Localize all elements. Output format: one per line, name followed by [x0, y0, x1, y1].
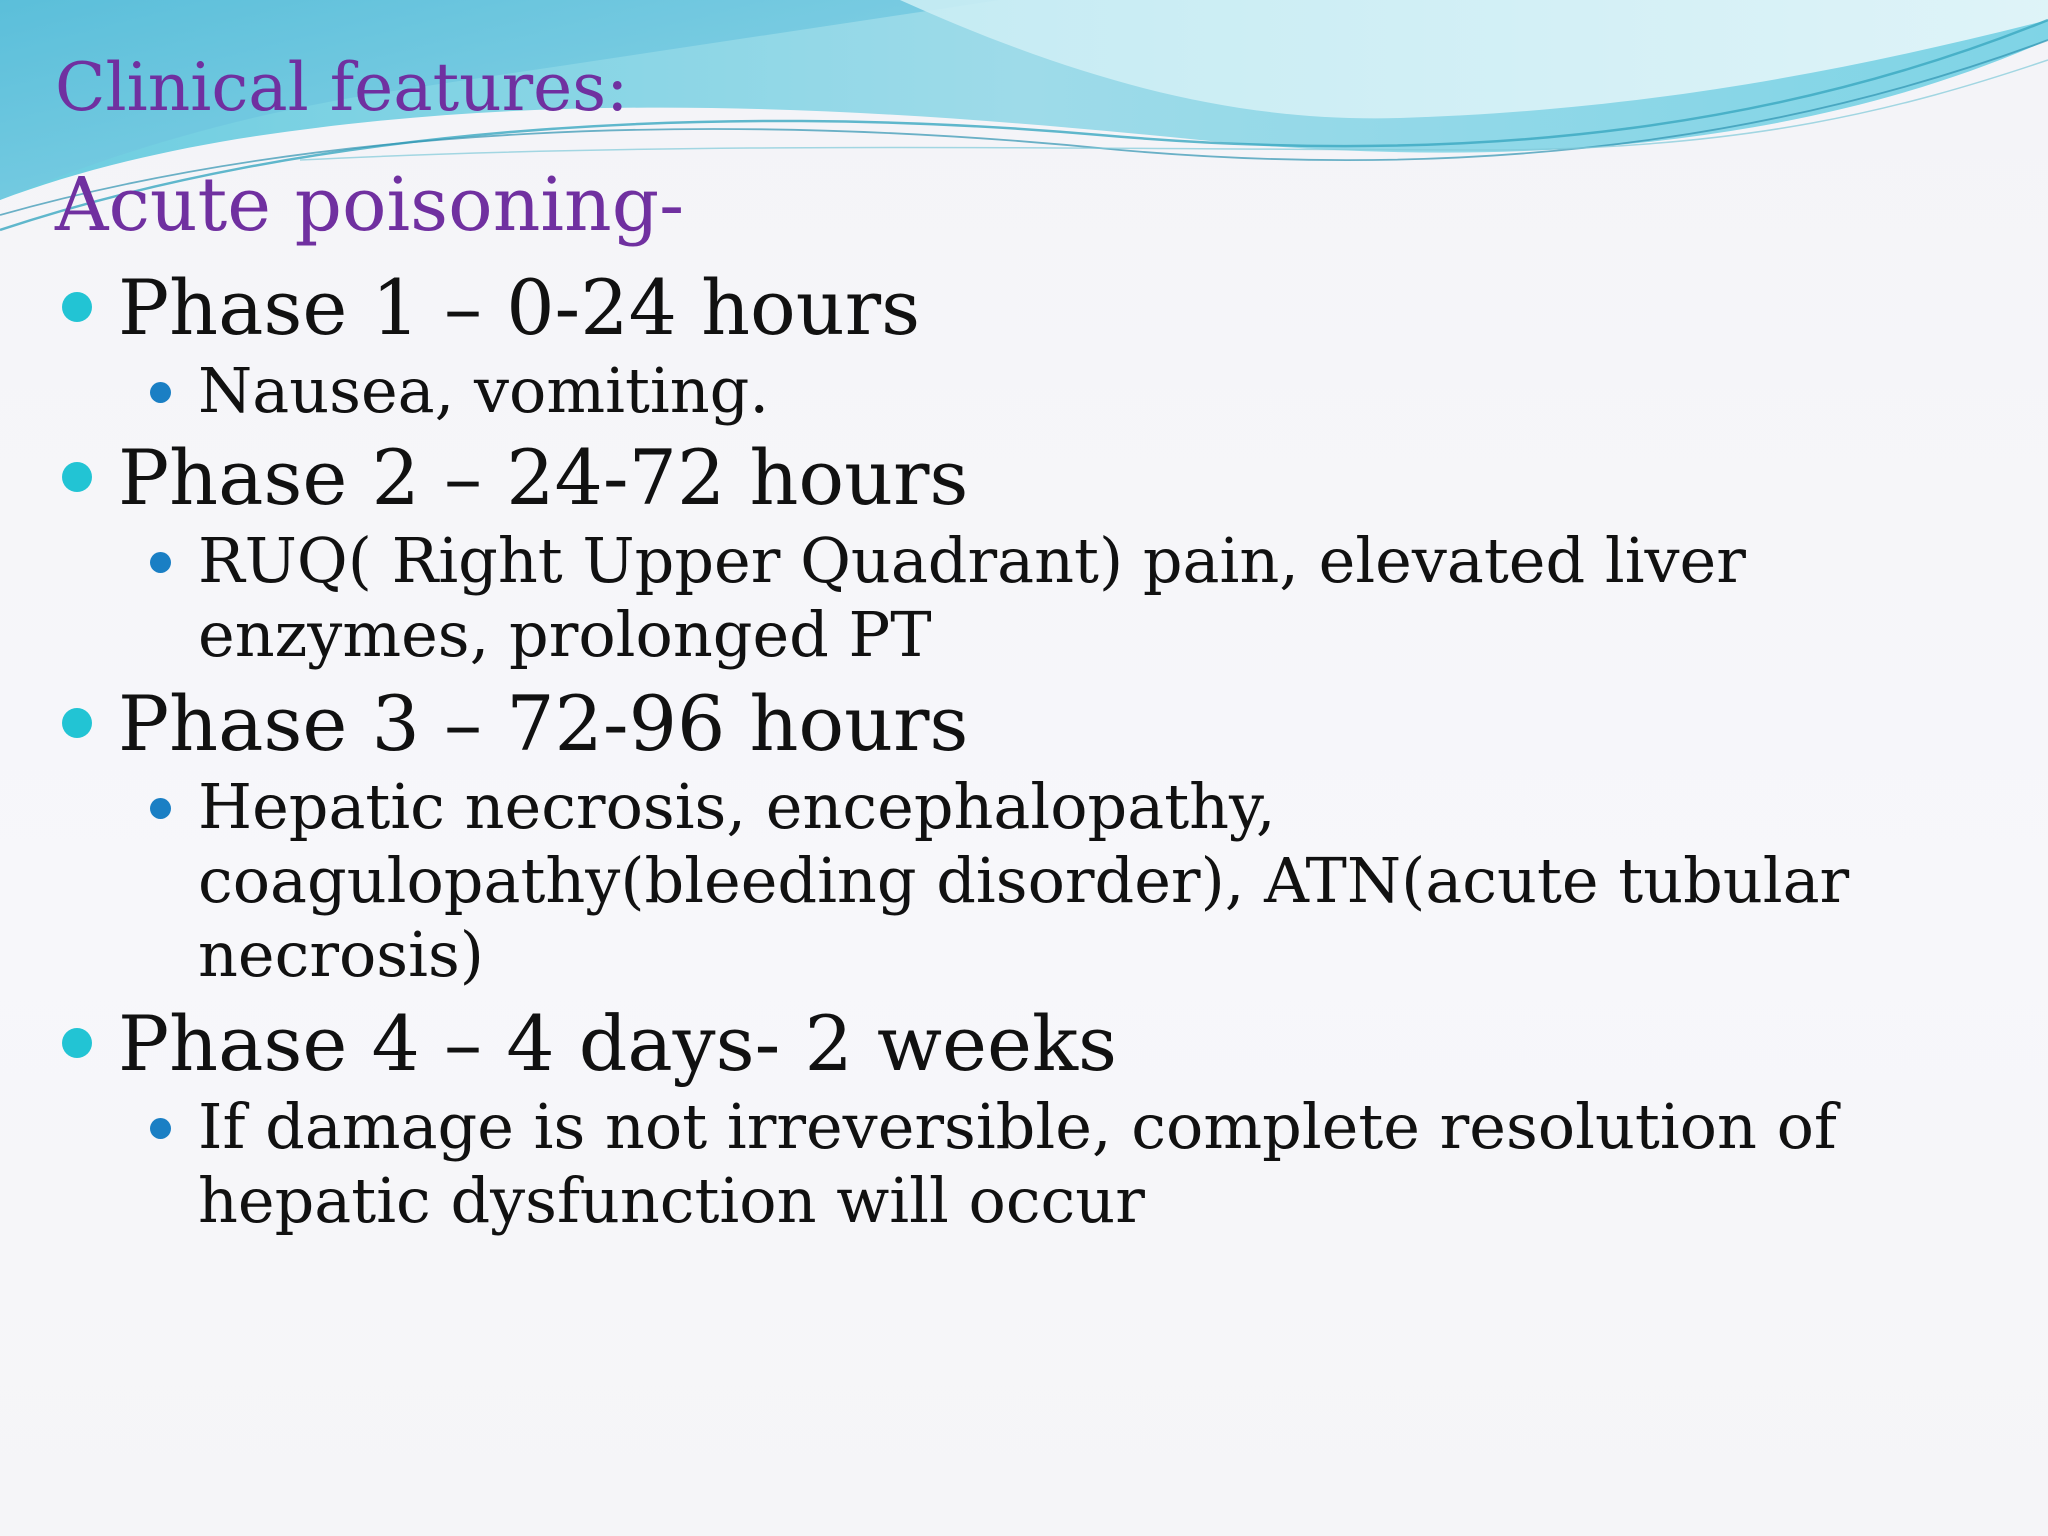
slide-subtitle: Acute poisoning- — [55, 162, 685, 248]
phase-2-item — [0, 432, 2048, 672]
phase-4-heading-row — [0, 998, 2048, 1090]
level1-bullet-icon — [62, 708, 92, 738]
level2-bullet-icon — [150, 552, 171, 573]
phase-1-detail-row — [0, 354, 2048, 428]
phase-2-detail-row — [0, 524, 2048, 672]
phase-2-detail: RUQ( Right Upper Quadrant) pain, elevated liver enzymes, prolonged PT — [198, 524, 1746, 671]
phase-4-title: Phase 4 – 4 days- 2 weeks — [118, 999, 1118, 1088]
phase-1-detail: Nausea, vomiting. — [198, 354, 770, 427]
phase-3-heading-row — [0, 678, 2048, 770]
phase-2-title: Phase 2 – 24-72 hours — [118, 433, 969, 522]
phase-1-item — [0, 262, 2048, 428]
level2-bullet-icon — [150, 798, 171, 819]
phase-4-item — [0, 998, 2048, 1238]
phase-3-title: Phase 3 – 72-96 hours — [118, 679, 969, 768]
level1-bullet-icon — [62, 1028, 92, 1058]
phase-3-item — [0, 678, 2048, 992]
level1-bullet-icon — [62, 292, 92, 322]
phase-4-detail-row — [0, 1090, 2048, 1238]
level2-bullet-icon — [150, 1118, 171, 1139]
phase-4-detail: If damage is not irreversible, complete resolution of hepatic dysfunction will occur — [198, 1090, 1837, 1237]
slide-title: Clinical features: — [55, 49, 629, 126]
phase-1-title: Phase 1 – 0-24 hours — [118, 263, 921, 352]
phase-3-detail-row — [0, 770, 2048, 992]
level2-bullet-icon — [150, 382, 171, 403]
level1-bullet-icon — [62, 462, 92, 492]
phase-1-heading-row — [0, 262, 2048, 354]
bullet-list — [0, 262, 2048, 1238]
phase-2-heading-row — [0, 432, 2048, 524]
phase-3-detail: Hepatic necrosis, encephalopathy, coagulopathy(bleeding disorder), ATN(acute tubular necrosis) — [198, 770, 1850, 991]
